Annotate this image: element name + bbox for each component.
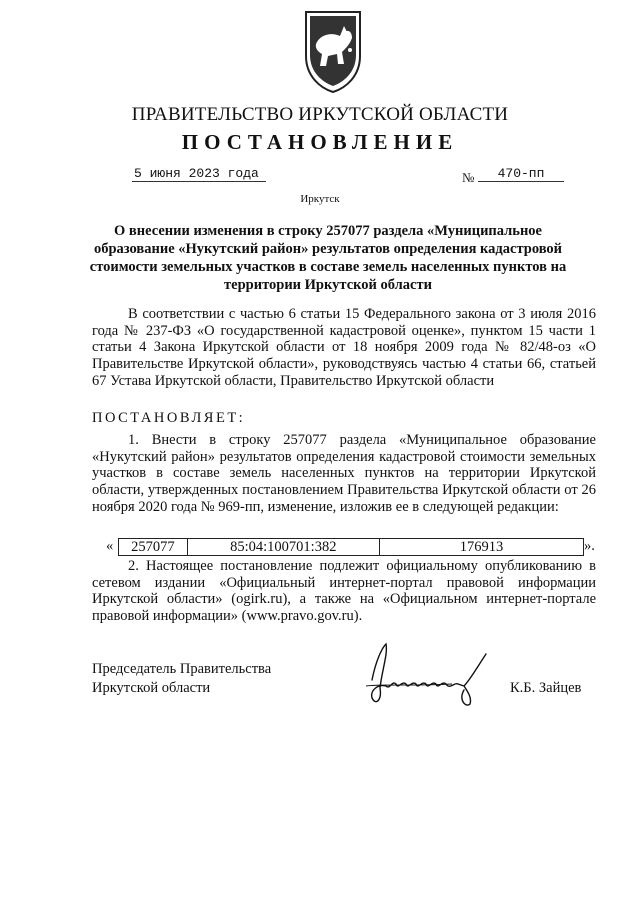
preamble-paragraph: В соответствии с частью 6 статьи 15 Федерального закона от 3 июля 2016 года № 237-ФЗ «О государственной кадастровой оценке», пунктом 15 части 1 статьи 4 Закона Иркутской области от 18 ноября 2009 года № 82/48-оз «О Правительстве Иркутской области», руководствуясь частью 4 статьи 66, статьей 67 Устава Иркутской области, Правительство Иркутской области bbox=[92, 306, 596, 389]
number-label: № bbox=[462, 170, 475, 185]
signatory-position-line2: Иркутской области bbox=[92, 680, 211, 696]
coat-of-arms-emblem bbox=[302, 8, 364, 94]
opening-quote: « bbox=[106, 538, 114, 554]
signatory-name: К.Б. Зайцев bbox=[510, 680, 582, 696]
signatory-position-line1: Председатель Правительства bbox=[92, 661, 272, 677]
table-cell-cadastral-value: 176913 bbox=[459, 539, 504, 555]
table-cell-cadastral-number: 85:04:100701:382 bbox=[188, 539, 380, 555]
closing-quote: ». bbox=[584, 538, 595, 554]
signatory-position bbox=[92, 660, 271, 698]
handwritten-signature bbox=[352, 640, 502, 712]
city-name: Иркутск bbox=[300, 193, 340, 205]
government-name: ПРАВИТЕЛЬСТВО ИРКУТСКОЙ ОБЛАСТИ bbox=[131, 104, 509, 125]
item-2-paragraph: 2. Настоящее постановление подлежит официальному опубликованию в сетевом издании «Официальный интернет-портал правовой информации Иркутской области» (ogirk.ru), а также на «Официальном интернет-портале правовой информации» (www.pravo.gov.ru). bbox=[92, 558, 596, 625]
amendment-table-row bbox=[118, 538, 584, 556]
document-type: ПОСТАНОВЛЕНИЕ bbox=[181, 130, 459, 154]
document-title: О внесении изменения в строку 257077 раздела «Муниципальное образование «Нукутский район» результатов определения кадастровой стоимости земельных участков в составе земель населенных пунктов на территории Иркутской области bbox=[89, 223, 567, 293]
document-number: 470-пп bbox=[478, 166, 564, 182]
document-date: 5 июня 2023 года bbox=[132, 166, 266, 182]
resolves-heading: ПОСТАНОВЛЯЕТ: bbox=[92, 410, 246, 426]
table-cell-row-number: 257077 bbox=[119, 539, 188, 555]
item-1-paragraph: 1. Внести в строку 257077 раздела «Муниципальное образование «Нукутский район» результатов определения кадастровой стоимости земельных участков в составе земель населенных пунктов на территории Иркутской области, утвержденных постановлением Правительства Иркутской области от 26 ноября 2020 года № 969-пп, изменение, изложив ее в следующей редакции: bbox=[92, 432, 596, 515]
